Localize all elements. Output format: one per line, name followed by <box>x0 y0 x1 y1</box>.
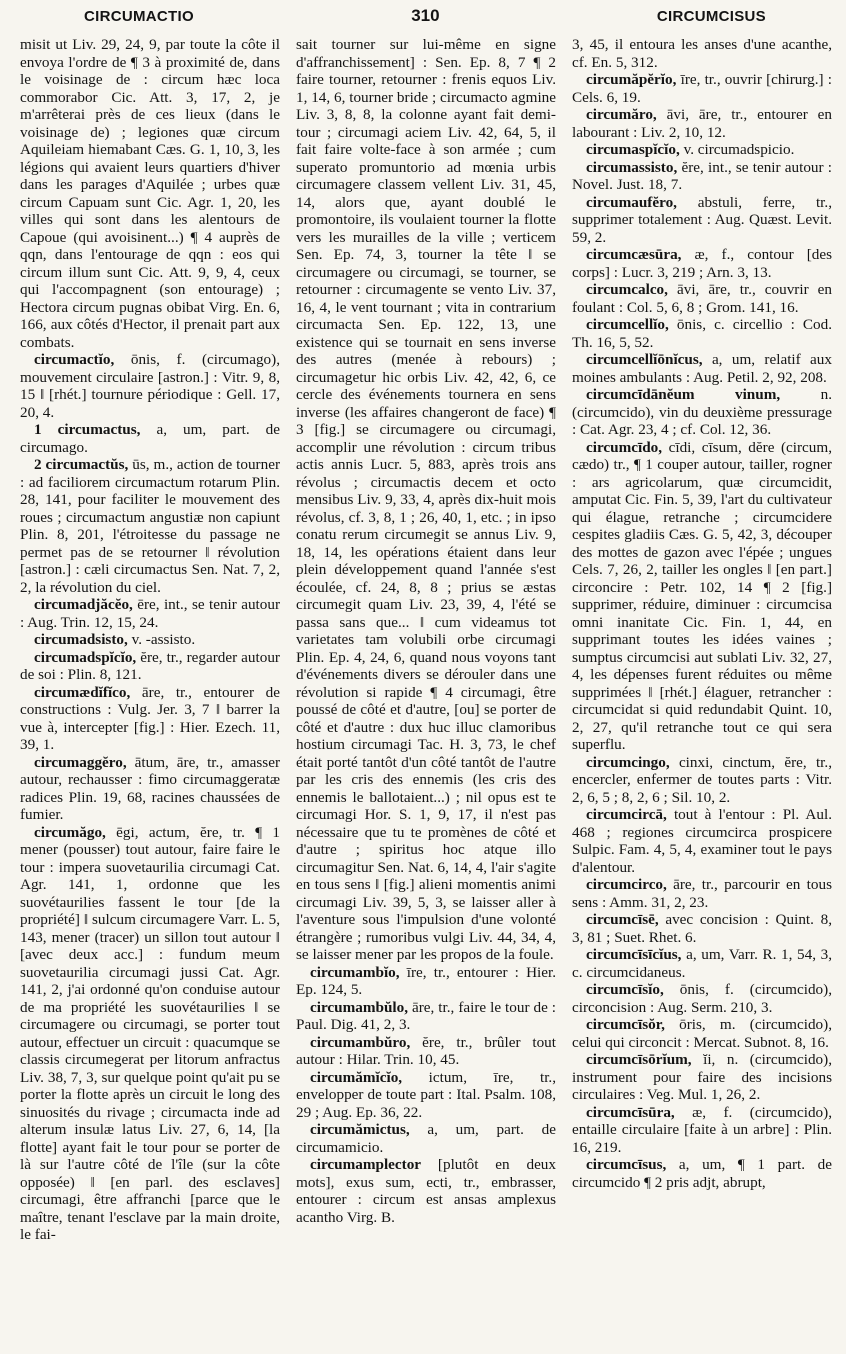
entry-text: ōnis, c. circellio : Cod. Th. 16, 5, 52. <box>572 316 832 351</box>
entry-text: ĭi, n. (circumcido), instrument pour faire des incisions circulaires : Veg. Mul. 1, 26, 2. <box>572 1051 832 1103</box>
headword: circumăro, <box>586 106 657 123</box>
entry-text: āre, tr., entourer de constructions : Vulg. Jer. 3, 7 ‖ barrer la vue à, intercepter [fig.] : Hier. Ezech. 11, 39, 1. <box>20 683 280 753</box>
entry-text: īre, tr., ouvrir [chirurg.] : Cels. 6, 19. <box>572 71 832 106</box>
entry-text: abstuli, ferre, tr., supprimer totalement : Aug. Quæst. Levit. 59, 2. <box>572 193 832 246</box>
entry-continuation <box>296 36 556 964</box>
headword: circumcīsūra, <box>586 1103 675 1121</box>
dictionary-entry <box>572 1156 832 1191</box>
dictionary-entry <box>20 824 280 1244</box>
headword: circumcīsŏr, <box>586 1016 665 1033</box>
entry-text: ĕre, tr., regarder autour de soi : Plin. 8, 121. <box>20 648 280 683</box>
entry-text: cinxi, cinctum, ĕre, tr., encercler, enfermer de toutes parts : Vitr. 2, 6, 5 ; 8, 2, 6 ; Sil. 10, 2. <box>572 753 832 806</box>
column-3 <box>572 36 832 1346</box>
entry-text: a, um, part. de circumamicio. <box>296 1121 556 1156</box>
headword: circumambŭlo, <box>310 998 409 1016</box>
headword: circumcīdānĕum vinum, <box>586 386 781 403</box>
entry-text: sait tourner sur lui-même en signe d'affranchissement] : Sen. Ep. 8, 7 ¶ 2 faire tourner, retourner : frenis equos Liv. 1, 14, 6, tourner bride ; circumacto agmine Liv. 3, 8, 8, la colonne ayant fait demi-tour ; circumagi aciem Liv. 42, 64, 5, il fait faire volte-face à son armée ; cum superato promuntorio ad mœnia urbis circumagere classem vellent Liv. 31, 45, 14, alors que, ayant doublé le promontoire, ils voulaient tourner la flotte vers les murailles de la ville ; verticem Sen. Ep. 74, 3, tourner la tête ‖ se circumagere ou circumagi, se tourner, se retourner : circumagente se vento Liv. 37, 16, 4, le vent tournant ; vita in contrarium circumacta Sen. Ep. 122, 13, une existence qui se tournait en sens inverse des autres (menée à rebours) ; circumagetur hic orbis Liv. 42, 42, 6, ce cercle des événements tournera en sens inverse (les affaires changeront de face) ¶ 3 [fig.] se circumagere ou circumagi, accomplir une révolution : circum tribus actis annis Lucr. 5, 883, après trois ans révolus ; circumactis decem et octo mensibus Liv. 9, 33, 4, après dix-huit mois révolus, cf. 3, 8, 1 ; 26, 40, 1, etc. ; in ipso conatu rerum circumegit se annus Liv. 9, 18, 14, les opérations étaient dans leur plein développement quand l'année s'est écoulée, cf. 24, 8, 8 ; prius se æstas circumegit quam Liv. 23, 39, 4, l'été se passa sans que... ‖ cum videamus tot varietates tam volubili orbe circumagi Plin. Ep. 4, 24, 6, quand nous voyons tant d'événements divers se dérouler dans une révolution si rapide ¶ 4 circumagi, être poussé de côté et d'autre, [ou] se porter de côté et d'autre : dux huc illuc clamoribus hostium circumagi Tac. H. 3, 73, le chef était porté tantôt d'un côté tantôt de l'autre par les cris des ennemis (les cris des ennemis le ballotaient...) ; nil opus est te circumagi Hor. S. 1, 9, 17, il n'est pas nécessaire que tu te promènes de côté et d'autre ; spiritus hoc atque illo circumagitur Sen. Nat. 6, 14, 4, l'air s'agite en tous sens ‖ [fig.] alieni momentis animi circumagi Liv. 39, 5, 3, se laisser aller à l'aventure sous l'impulsion d'une volonté étrangère ; rumoribus vulgi Liv. 44, 34, 4, se laisser mener par les propos de la foule. <box>296 36 556 963</box>
headword: circumadjăcĕo, <box>34 596 133 613</box>
entry-text: misit ut Liv. 29, 24, 9, par toute la côte il envoya l'ordre de ¶ 3 à proximité de, dans le voisinage de : circum hæc loca commorabor Cic. Att. 3, 17, 2, je m'arrêterai près de ces lieux (dans le voisinage de) ; legiones quæ circum Aquileiam hiemabant Cæs. G. 1, 10, 3, les légions qui avaient leurs quartiers d'hiver dans les parages d'Aquilée ; urbes quæ circum Capuam sunt Cic. Agr. 1, 20, les villes qui sont dans les alentours de Capoue (qui avoisinent...) ¶ 4 auprès de qqn, dans l'entourage de qqn : eos qui circum illum sunt Cic. Att. 9, 9, 4, ceux qui l'accompagnent (son entourage) ; Hectora circum pugnas obibat Virg. En. 6, 166, aux côtés d'Hector, il prenait part aux combats. <box>20 36 280 351</box>
headword: circumăpĕrĭo, <box>586 71 677 88</box>
entry-text: avec concision : Quint. 8, 3, 81 ; Suet. Rhet. 6. <box>572 911 832 946</box>
dictionary-entry <box>20 596 280 631</box>
entry-text: āvi, āre, tr., entourer en labourant : Liv. 2, 10, 12. <box>572 106 832 141</box>
dictionary-entry <box>572 386 832 439</box>
headword: 2 circumactŭs, <box>34 456 129 473</box>
headword: circumadsisto, <box>34 631 128 648</box>
entry-text: ĕre, tr., brûler tout autour : Hilar. Trin. 10, 45. <box>296 1033 556 1068</box>
dictionary-entry <box>572 246 832 281</box>
entry-text: a, um, part. de circumago. <box>20 421 280 456</box>
entry-text: ōris, m. (circumcido), celui qui circoncit : Mercat. Subnot. 8, 16. <box>572 1016 832 1051</box>
dictionary-entry <box>572 981 832 1016</box>
headword: circumcalco, <box>586 281 668 298</box>
dictionary-entry <box>572 806 832 876</box>
entry-text: āre, tr., faire le tour de : Paul. Dig. 41, 2, 3. <box>296 998 556 1033</box>
dictionary-entry <box>20 754 280 824</box>
dictionary-entry <box>296 1121 556 1156</box>
dictionary-entry <box>572 316 832 351</box>
dictionary-entry <box>572 71 832 106</box>
dictionary-entry <box>296 1034 556 1069</box>
dictionary-entry <box>572 754 832 807</box>
headword: 1 circumactus, <box>34 421 141 438</box>
dictionary-entry <box>20 649 280 684</box>
running-header <box>20 6 832 36</box>
dictionary-entry <box>572 1104 832 1157</box>
headword: circumcellĭōnĭcus, <box>586 351 703 368</box>
entry-continuation <box>20 36 280 351</box>
dictionary-entry <box>572 281 832 316</box>
entry-text: a, um, ¶ 1 part. de circumcido ¶ 2 pris adjt, abrupt, <box>572 1156 832 1191</box>
dictionary-entry <box>572 1016 832 1051</box>
dictionary-entry <box>572 876 832 911</box>
dictionary-entry <box>20 351 280 421</box>
entry-text: ūs, m., action de tourner : ad faciliorem circumactum rotarum Plin. 28, 141, pour faciliter le mouvement des roues ; circumactum angustiæ non capiunt Plin. 8, 201, l'étroitesse du passage ne permet pas de se retourner ‖ révolution [astron.] : cæli circumactus Sen. Nat. 7, 2, 2, la révolution du ciel. <box>20 456 280 596</box>
column-2 <box>296 36 556 1346</box>
headword: circumcīsus, <box>586 1156 667 1173</box>
dictionary-entry <box>20 421 280 456</box>
dictionary-entry <box>20 456 280 596</box>
header-first-word: CIRCUMACTIO <box>84 8 194 25</box>
headword: circumaufĕro, <box>586 193 677 211</box>
headword: circumaspĭcĭo, <box>586 141 680 158</box>
entry-text: ĕre, int., se tenir autour : Novel. Just. 18, 7. <box>572 158 832 193</box>
headword: circumcīsē, <box>586 911 659 928</box>
headword: circumcīdo, <box>586 438 663 456</box>
dictionary-entry <box>296 1156 556 1226</box>
entry-text: ōnis, f. (circumago), mouvement circulaire [astron.] : Vitr. 9, 8, 15 ‖ [rhét.] tournure périodique : Gell. 17, 20, 4. <box>20 351 280 421</box>
headword: circumcīsīcĭus, <box>586 946 682 963</box>
entry-text: [plutôt en deux mots], exus sum, ecti, tr., embrasser, entourer : circum est ansas amplexus acantho Virg. B. <box>296 1156 556 1226</box>
dictionary-entry <box>572 946 832 981</box>
headword: circumcircā, <box>586 806 667 823</box>
entry-text: ēgi, actum, ĕre, tr. ¶ 1 mener (pousser) tout autour, faire faire le tour : impera suovetaurilia circumagi Cat. Agr. 141, 1, ordonne que les suovétaurilies fassent le tour [de la propriété] ‖ sulcum circumagere Varr. L. 5, 143, mener (tracer) un sillon tout autour ‖ [avec deux acc.] : fundum meum suovetaurilia circumagi jussi Cat. Agr. 141, 2, j'ai ordonné qu'on conduise autour de ma propriété les suovétaurilies ‖ se circumagere ou circumagi, se porter tout autour, effectuer un circuit : quacumque se classis circumegerat per litorum anfractus Liv. 38, 7, 3, sur quelque point qu'ait pu se porter la flotte après un circuit le long des sinuosités du rivage ; circumacta inde ad alterum insulæ latus Liv. 27, 6, 14, [la flotte] ayant fait le tour pour se porter de là sur l'autre côté de l'île (sur la côte opposée) ‖ [en parl. des esclaves] circumagi, être affranchi [parce que le maître, tenant l'esclave par la main droite, le fai- <box>20 823 280 1243</box>
text-columns <box>20 36 832 1346</box>
entry-continuation <box>572 36 832 71</box>
dictionary-entry <box>296 999 556 1034</box>
dictionary-entry <box>572 1051 832 1104</box>
dictionary-entry <box>572 911 832 946</box>
headword: circumactĭo, <box>34 351 115 368</box>
entry-text: īre, tr., entourer : Hier. Ep. 124, 5. <box>296 963 556 998</box>
dictionary-entry <box>572 351 832 386</box>
entry-text: ōnis, f. (circumcido), circoncision : Aug. Serm. 210, 3. <box>572 981 832 1016</box>
dictionary-entry <box>296 1069 556 1122</box>
headword: circumămictus, <box>310 1121 410 1138</box>
headword: circumăgo, <box>34 823 106 841</box>
entry-text: ēre, int., se tenir autour : Aug. Trin. 12, 15, 24. <box>20 596 280 631</box>
headword: circumædĭfĭco, <box>34 683 131 701</box>
entry-text: tout à l'entour : Pl. Aul. 468 ; regiones circumcirca prospicere Sulpic. Fam. 4, 5, 4, examiner tout le pays d'alentour. <box>572 806 832 876</box>
page-number: 310 <box>411 6 440 25</box>
dictionary-entry <box>20 631 280 649</box>
entry-text: v. circumadspicio. <box>683 141 795 158</box>
headword: circumambŭro, <box>310 1033 411 1051</box>
headword: circumcirco, <box>586 876 667 893</box>
headword: circumcingo, <box>586 753 670 771</box>
headword: circumaggĕro, <box>34 753 127 771</box>
headword: circumambĭo, <box>310 963 400 981</box>
headword: circumcīsōrĭum, <box>586 1051 692 1068</box>
entry-text: v. -assisto. <box>131 631 196 648</box>
entry-text: æ, f., contour [des corps] : Lucr. 3, 219 ; Arn. 3, 13. <box>572 246 832 281</box>
entry-text: āvi, āre, tr., couvrir en foulant : Col. 5, 6, 8 ; Grom. 141, 16. <box>572 281 832 316</box>
headword: circumamplector <box>310 1156 422 1173</box>
entry-text: ictum, īre, tr., envelopper de toute part : Ital. Psalm. 108, 29 ; Aug. Ep. 36, 22. <box>296 1068 556 1121</box>
header-last-word: CIRCUMCISUS <box>656 8 766 25</box>
entry-text: cīdi, cīsum, dĕre (circum, cædo) tr., ¶ 1 couper autour, tailler, rogner : ars agricolarum, quæ circumcidit, amputat Cic. Fin. 5, 39, l'art du cultivateur qui élague, retranche ; circumcidere cespites gladiis Cæs. G. 5, 42, 3, découper des mottes de gazon avec l'épée ; ungues Cels. 7, 26, 2, tailler les ongles ‖ [en part.] circoncire : Petr. 102, 14 ¶ 2 [fig.] supprimer, réduire, diminuer : circumcisa omni inanitate Cic. Fin. 1, 44, en supprimant toutes les idées vaines ; sumptus circumcisi aut sublati Liv. 32, 27, 4, les dépenses furent réduites ou même supprimées ‖ [rhét.] élaguer, retrancher : circumcidat si quid redundabit Quint. 10, 2, 27, qu'il retranche tout ce qui sera superflu. <box>572 438 832 753</box>
dictionary-entry <box>572 159 832 194</box>
dictionary-entry <box>572 439 832 754</box>
entry-text: a, um, relatif aux moines ambulants : Aug. Petil. 2, 92, 208. <box>572 351 832 386</box>
entry-text: æ, f. (circumcido), entaille circulaire [faite à un arbre] : Plin. 16, 219. <box>572 1103 832 1156</box>
dictionary-entry <box>296 964 556 999</box>
dictionary-entry <box>572 106 832 141</box>
entry-text: ātum, āre, tr., amasser autour, rechausser : fimo circumaggeratæ radices Plin. 19, 68, racines chaussées de fumier. <box>20 753 280 823</box>
entry-text: n. (circumcido), vin du deuxième pressurage : Cat. Agr. 23, 4 ; cf. Col. 12, 36. <box>572 386 832 438</box>
headword: circumcīsĭo, <box>586 981 664 998</box>
headword: circumcellĭo, <box>586 316 669 333</box>
column-1 <box>20 36 280 1346</box>
headword: circumcæsūra, <box>586 246 682 263</box>
headword: circumadspĭcĭo, <box>34 648 137 666</box>
entry-text: āre, tr., parcourir en tous sens : Amm. 31, 2, 23. <box>572 876 832 911</box>
dictionary-entry <box>572 194 832 247</box>
headword: circumassisto, <box>586 158 678 176</box>
entry-text: a, um, Varr. R. 1, 54, 3, c. circumcidaneus. <box>572 946 832 981</box>
entry-text: 3, 45, il entoura les anses d'une acanthe, cf. En. 5, 312. <box>572 36 832 71</box>
dictionary-entry <box>572 141 832 159</box>
dictionary-entry <box>20 684 280 754</box>
headword: circumămĭcĭo, <box>310 1068 403 1086</box>
